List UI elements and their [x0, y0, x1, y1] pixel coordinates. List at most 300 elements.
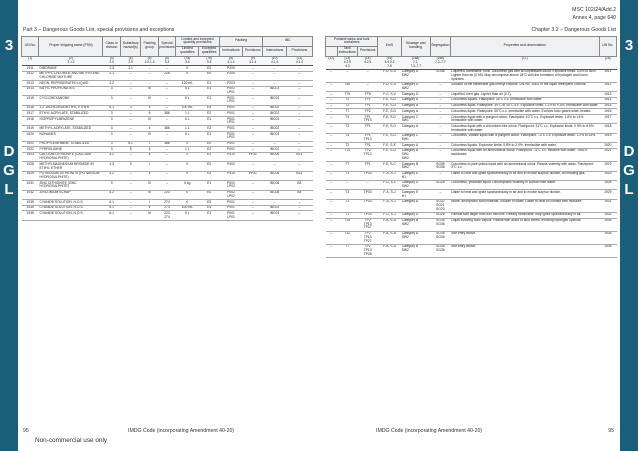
dangerous-goods-table-left	[21, 36, 313, 221]
table-cell: –	[243, 200, 263, 206]
tab-letter: L	[624, 181, 634, 198]
left-page-number: 95	[23, 428, 29, 434]
table-cell: F-G, S-J	[378, 212, 401, 218]
table-cell: 4.2	[103, 190, 120, 199]
table-row	[22, 71, 313, 80]
table-cell: T50	[337, 82, 357, 91]
table-cell: 3	[103, 126, 120, 132]
table-cell: 1913	[22, 81, 39, 87]
table-cell: –	[326, 148, 338, 161]
table-cell: I	[141, 141, 158, 147]
table-cell: F-D, S-U	[378, 69, 401, 82]
table-cell: 2.1	[120, 66, 140, 72]
table-row	[22, 211, 313, 220]
proper-shipping-name: ZIRCONIUM SCRAP	[39, 190, 103, 199]
table-cell: P001	[219, 126, 242, 132]
table-cell: –	[120, 132, 140, 141]
right-page	[325, 36, 617, 416]
table-cell: –	[243, 96, 263, 105]
table-cell: TP33	[357, 171, 377, 180]
table-row	[22, 190, 313, 199]
properties-text: Colourless liquid with a pungent odour. Flashpoint: 10°C c.c. Explosive limits: 1.8% to 14%. Immiscible with water.	[451, 115, 599, 124]
table-cell: 1935	[599, 231, 617, 244]
table-cell: Category B SW2	[401, 162, 430, 171]
table-cell: –	[120, 211, 140, 220]
table-cell: –	[263, 141, 286, 147]
table-cell: T2	[337, 97, 357, 103]
column-header: Subsidiary hazard(s)	[120, 37, 140, 57]
table-cell: 1912	[599, 82, 617, 91]
table-cell: –	[141, 66, 158, 72]
column-number: (12)	[326, 56, 338, 69]
table-cell: –	[286, 81, 312, 87]
table-cell: –	[326, 231, 338, 244]
left-page-title: Part 3 – Dangerous Goods List, special provisions and exceptions	[23, 27, 175, 33]
table-cell: –	[243, 71, 263, 80]
table-cell: –	[120, 126, 140, 132]
table-cell: –	[158, 96, 175, 105]
table-cell: –	[263, 66, 286, 72]
table-cell: –	[430, 82, 450, 91]
table-cell: 228	[158, 71, 175, 80]
table-cell: F-G, S-L	[378, 180, 401, 189]
table-cell: III	[141, 211, 158, 220]
table-cell: 1 L	[176, 111, 199, 117]
table-cell: E4	[199, 205, 219, 211]
table-cell: –	[430, 109, 450, 115]
table-cell: IBC03	[263, 132, 286, 141]
table-cell: E1	[199, 81, 219, 87]
table-cell: –	[326, 244, 338, 257]
table-cell: –	[120, 152, 140, 161]
table-cell: –	[430, 133, 450, 142]
table-cell: E0	[199, 141, 219, 147]
proper-shipping-name: CYANIDE SOLUTION, N.O.S.	[39, 205, 103, 211]
table-cell: 5 L	[176, 86, 199, 95]
table-cell: –	[430, 97, 450, 103]
table-cell: –	[326, 190, 338, 199]
column-number: (17)	[451, 56, 599, 69]
table-cell: –	[286, 66, 312, 72]
table-cell: SG32 SG21 SG20	[430, 199, 450, 212]
proper-shipping-name: METHYL ACRYLATE, STABILIZED	[39, 126, 103, 132]
tab-letter: L	[4, 181, 14, 198]
column-header: UN No.	[599, 37, 617, 57]
table-cell: 386	[158, 141, 175, 147]
table-cell: –	[430, 124, 450, 133]
table-cell: TP1	[357, 143, 377, 149]
table-cell: Category E H1	[401, 190, 430, 199]
table-row	[326, 69, 617, 82]
table-cell: –	[430, 143, 450, 149]
table-cell: –	[243, 141, 263, 147]
table-cell: TP5	[357, 92, 377, 98]
table-cell: F-E, S-D	[378, 133, 401, 142]
table-cell: –	[141, 81, 158, 87]
table-cell: –	[357, 82, 377, 91]
table-cell: –	[243, 81, 263, 87]
table-cell: P001	[219, 205, 242, 211]
table-cell: 1919	[599, 133, 617, 142]
table-cell: 4.2	[103, 152, 120, 161]
table-cell: E1	[199, 117, 219, 126]
column-header: Instructions	[219, 46, 242, 56]
properties-text: Liable to heat and ignite spontaneously in air and to evolve sulphur dioxide.	[451, 190, 599, 199]
column-header: Portable tanks and bulk containers	[326, 37, 378, 47]
proper-shipping-name: PROPYLENEIMINE, STABILIZED	[39, 141, 103, 147]
table-cell: T7	[337, 244, 357, 257]
table-cell: TP1 TP13	[357, 115, 377, 124]
table-cell: 3	[103, 117, 120, 126]
table-cell: 120 mL	[176, 81, 199, 87]
properties-text: Colourless to pale yellow liquid with an ammoniacal odour. Reacts violently with acids. Flashpoint: 3°C c.c.	[451, 162, 599, 171]
table-cell: 1923	[599, 171, 617, 180]
table-cell: –	[120, 181, 140, 190]
table-cell: T7	[337, 109, 357, 115]
table-cell: 274	[158, 205, 175, 211]
table-cell: 0	[176, 141, 199, 147]
table-cell: 223 274	[158, 211, 175, 220]
tab-letter: G	[623, 162, 635, 179]
column-number: (15) 5.4.3.2 7.8	[378, 56, 401, 69]
table-cell: 5 L	[176, 132, 199, 141]
table-cell: T14	[337, 148, 357, 161]
table-cell: 1911	[22, 66, 39, 72]
column-number-row	[22, 56, 313, 65]
chapter-tab-right	[620, 0, 638, 451]
table-cell: 1 L	[176, 126, 199, 132]
table-cell: P001	[219, 200, 242, 206]
table-cell: Category A	[401, 97, 430, 103]
table-cell: 1931	[599, 199, 617, 212]
left-page	[21, 36, 313, 416]
table-cell: 100 mL	[176, 205, 199, 211]
table-cell: F-A, S-A	[378, 231, 401, 244]
table-cell: T14	[337, 218, 357, 231]
table-cell: 3	[103, 111, 120, 117]
table-cell: TP1	[357, 162, 377, 171]
table-cell: –	[158, 81, 175, 87]
table-row	[22, 96, 313, 105]
table-cell: 0	[176, 162, 199, 171]
table-cell: 1935	[599, 218, 617, 231]
table-cell: 3	[103, 86, 120, 95]
table-row	[326, 124, 617, 133]
table-cell: Category C SW1	[401, 115, 430, 124]
table-cell: –	[120, 171, 140, 180]
table-cell: F-E, S-D	[378, 97, 401, 103]
properties-text: See entry above.	[451, 244, 599, 257]
table-cell: P001	[219, 141, 242, 147]
column-number: (8) 4.1.4	[219, 56, 242, 65]
table-cell: IBC03	[263, 211, 286, 220]
proper-shipping-name: 2,2'-DICHLORODIETHYL ETHER	[39, 105, 103, 111]
table-row	[22, 117, 313, 126]
table-cell: 1929	[22, 171, 39, 180]
table-cell: 1913	[599, 92, 617, 98]
table-cell: –	[286, 205, 312, 211]
table-cell: 3	[120, 105, 140, 111]
table-cell: 1917	[22, 111, 39, 117]
table-cell: T1	[337, 199, 357, 212]
table-cell: Category A SW2	[401, 231, 430, 244]
table-cell: IBC03	[263, 96, 286, 105]
column-header: EmS	[378, 37, 401, 57]
table-cell: Category B SW1 SW2	[401, 148, 430, 161]
table-cell: –	[326, 124, 338, 133]
table-cell: 6.1	[103, 200, 120, 206]
table-cell: 2.3	[103, 66, 120, 72]
table-cell: 1935	[22, 200, 39, 206]
table-cell: –	[286, 126, 312, 132]
table-cell: F-C, S-V	[378, 92, 401, 98]
table-cell: –	[158, 181, 175, 190]
table-cell: 386	[158, 111, 175, 117]
table-cell: 4.3	[103, 162, 120, 171]
proper-shipping-name: METHYLMAGNESIUM BROMIDE IN ETHYL ETHER	[39, 162, 103, 171]
table-cell: –	[158, 86, 175, 95]
table-cell: E0	[199, 162, 219, 171]
table-cell: –	[158, 162, 175, 171]
table-cell: –	[286, 117, 312, 126]
table-cell: F-A, S-J	[378, 190, 401, 199]
table-cell: –	[430, 148, 450, 161]
column-number: (4) 2.0	[120, 56, 140, 65]
table-cell: T4	[337, 133, 357, 142]
table-cell: E1	[199, 86, 219, 95]
table-cell: TP2	[357, 109, 377, 115]
proper-shipping-name: ETHYL ACRYLATE, STABILIZED	[39, 111, 103, 117]
proper-shipping-name: PYRROLIDINE	[39, 147, 103, 153]
table-cell: TP2 TP13 TP28	[357, 244, 377, 257]
table-row	[326, 162, 617, 171]
table-cell: –	[243, 205, 263, 211]
column-number: (11) 4.1.4	[286, 56, 312, 65]
table-cell: –	[243, 181, 263, 190]
table-cell: TP1	[357, 103, 377, 109]
column-header: Provisions	[357, 46, 377, 56]
properties-text: Liquefied, flammable, toxic, colourless gas with an unpleasant odour. Explosive limits: 0.8% to 88%. Lighter than air (0.95). May decompose above 18°C with the formation of hydrogen and boron hydrides.	[451, 69, 599, 82]
properties-text: Colourless liquids. Explosive limits: 0.8% to 2.9%. Immiscible with water.	[451, 143, 599, 149]
table-cell: TP1	[357, 124, 377, 133]
proper-shipping-name: CALCIUM DITHIONITE (CALCIUM HYDROSULPHITE)	[39, 152, 103, 161]
table-cell: F-A, S-A	[378, 244, 401, 257]
table-cell: 1928	[22, 162, 39, 171]
table-cell: 3	[103, 141, 120, 147]
table-cell: III	[141, 117, 158, 126]
table-cell: –	[286, 86, 312, 95]
table-cell: 2.2	[103, 81, 120, 87]
table-cell: P001	[219, 105, 242, 111]
table-cell: F-A, S-A	[378, 218, 401, 231]
column-header: Proper shipping name (PSN)	[39, 37, 103, 57]
table-cell: 1932	[22, 190, 39, 199]
table-cell: TP33	[357, 212, 377, 218]
column-number: (13) 4.2.5 4.3	[337, 56, 357, 69]
table-cell: 2.1	[103, 71, 120, 80]
properties-text: Liquefied, inert gas. Lighter than air (0.7).	[451, 92, 599, 98]
table-cell: IBC02	[263, 147, 286, 153]
table-cell: 1920	[22, 132, 39, 141]
table-cell: –	[158, 132, 175, 141]
properties-text: Colourless, yellowish liquid. Decomposes violently in contact with water.	[451, 180, 599, 189]
table-cell: –	[243, 105, 263, 111]
properties-text: Liable to heat and ignite spontaneously in air and to evolve sulphur dioxide, an irritating gas.	[451, 171, 599, 180]
column-header: Limited and excepted quantity provisions	[176, 37, 220, 47]
table-cell: –	[286, 105, 312, 111]
column-number: (7b) 3.5	[199, 56, 219, 65]
table-cell: –	[430, 171, 450, 180]
table-row	[326, 133, 617, 142]
column-header: Properties and observations	[451, 37, 599, 57]
tab-letter: D	[623, 143, 635, 160]
table-cell: –	[337, 180, 357, 189]
table-cell: –	[286, 200, 312, 206]
proper-shipping-name: CYANIDE SOLUTION, N.O.S.	[39, 200, 103, 206]
table-cell: IBC08	[263, 181, 286, 190]
table-cell: P410	[219, 171, 242, 180]
column-header: Segregation	[430, 37, 450, 57]
table-row	[326, 171, 617, 180]
table-cell: –	[120, 96, 140, 105]
table-cell: –	[263, 200, 286, 206]
table-cell: 1921	[22, 141, 39, 147]
table-cell: Category A	[401, 124, 430, 133]
table-cell: E0	[199, 71, 219, 80]
table-cell: –	[326, 143, 338, 149]
table-cell: 6.1	[103, 211, 120, 220]
table-cell: F-D, S-U	[378, 82, 401, 91]
table-cell: F-E, S-D	[378, 115, 401, 124]
properties-text: Colourless liquid with a chloroform-like odour. Flashpoint: 31°C c.c. Explosive limits: 0.9% to 6.5%. Immiscible with water.	[451, 124, 599, 133]
proper-shipping-name: NONANES	[39, 132, 103, 141]
properties-text: Solution of the flammable gas methyl chloride, UN No. 1063, in the liquid methylene chloride.	[451, 82, 599, 91]
table-cell: –	[430, 92, 450, 98]
table-cell: F-E, S-D	[378, 103, 401, 109]
table-cell: TP1	[357, 97, 377, 103]
table-cell: 5 L	[176, 117, 199, 126]
table-cell: 1918	[599, 124, 617, 133]
table-row	[326, 115, 617, 124]
table-cell: 9	[103, 181, 120, 190]
table-cell: 3	[103, 147, 120, 153]
table-cell: 1916	[599, 109, 617, 115]
annex-page: Annex 4, page 640	[572, 15, 616, 21]
table-cell: 274	[158, 200, 175, 206]
properties-text: See entry above.	[451, 231, 599, 244]
table-row	[22, 132, 313, 141]
table-cell: PP31	[243, 152, 263, 161]
table-cell: –	[243, 111, 263, 117]
doc-code: MSC 102/24/Add.2	[572, 7, 616, 13]
table-cell: TP2 TP13 TP27	[357, 218, 377, 231]
table-row	[326, 218, 617, 231]
table-cell: –	[326, 180, 338, 189]
table-cell: Category B SW2	[401, 218, 430, 231]
table-cell: –	[158, 147, 175, 153]
proper-shipping-name: ISOPROPYLBENZENE	[39, 117, 103, 126]
table-cell: T4	[337, 115, 357, 124]
table-cell: 3	[103, 96, 120, 105]
properties-text: Colourless liquid. Flashpoint: 39°C to 44°C c.c. Explosive limits: 1.1% to 9.4%. Immiscible with water.	[451, 103, 599, 108]
table-cell: –	[286, 147, 312, 153]
table-cell: IBC02	[263, 105, 286, 111]
table-cell: E2	[199, 147, 219, 153]
table-cell: –	[158, 117, 175, 126]
table-cell: E1	[199, 132, 219, 141]
table-cell: III	[141, 181, 158, 190]
table-cell: P001 LP01	[219, 96, 242, 105]
table-cell: I	[141, 162, 158, 171]
table-cell: –	[243, 162, 263, 171]
table-cell: –	[120, 111, 140, 117]
table-row	[22, 86, 313, 95]
column-number: (14) 4.2.5	[357, 56, 377, 69]
table-cell: –	[141, 71, 158, 80]
table-cell: –	[120, 190, 140, 199]
table-cell: E0	[199, 66, 219, 72]
table-cell: 5 kg	[176, 181, 199, 190]
column-number: (5) 2.0.1.3	[141, 56, 158, 65]
table-cell: –	[357, 180, 377, 189]
table-cell: –	[263, 71, 286, 80]
properties-text: Liquid evolving toxic vapour. Reacts with acids or acid fumes, evolving hydrogen cyanide.	[451, 218, 599, 231]
table-cell: 1915	[22, 96, 39, 105]
table-cell: 5 L	[176, 211, 199, 220]
column-header: UN No.	[22, 37, 39, 57]
table-cell: 1920	[599, 143, 617, 149]
table-cell: –	[120, 205, 140, 211]
table-cell: TP1 TP13	[357, 133, 377, 142]
table-cell: P001 LP01	[219, 132, 242, 141]
table-cell: P002 LP02	[219, 190, 242, 199]
column-number: (3) 2.0	[103, 56, 120, 65]
column-number: (1)	[22, 56, 39, 65]
table-cell: T11	[337, 231, 357, 244]
column-header: Class or division	[103, 37, 120, 57]
table-cell: T7	[337, 162, 357, 171]
right-footer-title: IMDG Code (incorporating Amendment 40-20)	[376, 428, 483, 434]
tab-letter: G	[3, 162, 15, 179]
table-cell: 1916	[22, 105, 39, 111]
table-cell: –	[326, 171, 338, 180]
table-cell: 1 L	[176, 147, 199, 153]
column-number: (16b) 7.2–7.7	[430, 56, 450, 69]
table-cell: E2	[199, 126, 219, 132]
table-cell: TP33	[357, 199, 377, 212]
table-cell: –	[243, 86, 263, 95]
table-cell: Category C SW1	[401, 133, 430, 142]
table-cell: Category D SW2	[401, 69, 430, 82]
table-cell: –	[120, 81, 140, 87]
table-row	[326, 82, 617, 91]
table-cell: F-E, S-C	[378, 162, 401, 171]
table-cell: –	[326, 115, 338, 124]
table-cell: 1914	[22, 86, 39, 95]
column-header: Provisions	[286, 46, 312, 56]
table-cell: –	[120, 117, 140, 126]
table-cell: II	[141, 147, 158, 153]
table-cell: E2	[199, 152, 219, 161]
table-cell: Category A	[401, 109, 430, 115]
table-cell: 1918	[22, 117, 39, 126]
table-cell: –	[326, 162, 338, 171]
table-cell: T75	[337, 92, 357, 98]
table-cell: IBC06	[263, 152, 286, 161]
table-cell: –	[263, 81, 286, 87]
table-cell: III	[141, 190, 158, 199]
table-cell: P203	[219, 81, 242, 87]
